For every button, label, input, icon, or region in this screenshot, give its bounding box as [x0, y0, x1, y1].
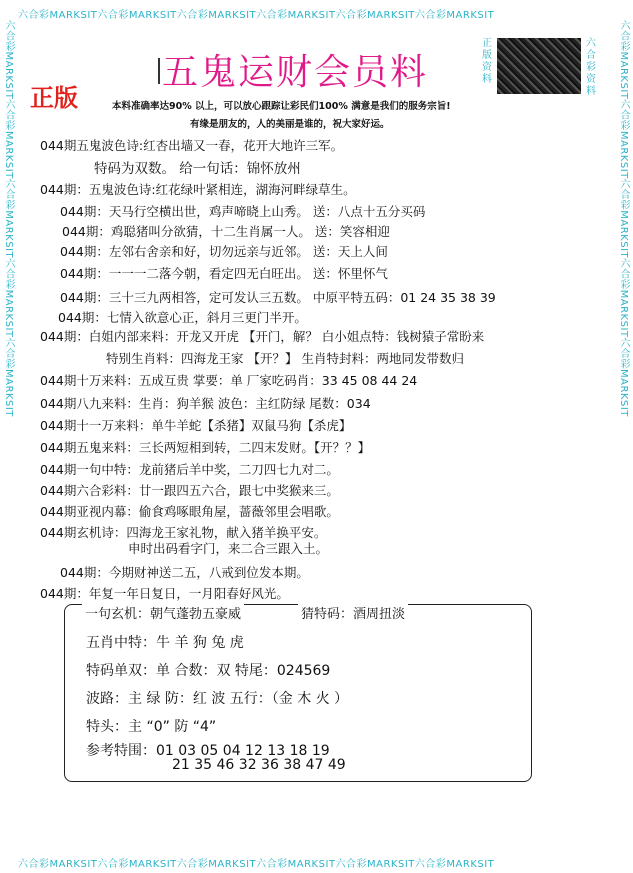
list-item: 044期：左邻右舍亲和好，切勿远亲与近邻。 送：天上人间 — [60, 244, 388, 259]
list-item: 044期：三十三九两相答，定可发认三五数。 中原平特五码：01 24 35 38 39 — [60, 290, 496, 305]
border-watermark-left: 六合彩MARKSIT六合彩MARKSIT六合彩MARKSIT六合彩MARKSIT六合彩MARKSIT — [3, 20, 14, 417]
subtitle-greeting: 有缘是朋友的，人的美丽是谁的，祝大家好运。 — [190, 119, 390, 130]
list-item: 044期：今期财神送二五，八戒到位发本期。 — [60, 565, 309, 580]
list-item: 044期六合彩料：廿一跟四五六合，跟七中奖猴来三。 — [40, 483, 339, 498]
list-item: 044期：年复一年日复日，一月阳春好风光。 — [40, 586, 289, 601]
list-item: 044期亚视内幕：偷食鸡啄眼角屋，蔷薇邻里会唱歌。 — [40, 504, 339, 519]
list-item: 044期十万来料：五成互贵 掌要：单 厂家吃码肖：33 45 08 44 24 — [40, 373, 418, 388]
list-item: 044期：五鬼波色诗:红花绿叶紧相连，湖海河畔绿草生。 — [40, 182, 356, 197]
list-item: 044期：七情入欲意心正，斜月三更门半开。 — [58, 310, 307, 325]
box-guess-code: 猜特码：酒周扭淡 — [298, 603, 408, 622]
list-item: 044期：鸡聪猪叫分欲猜，十二生肖属一人。 送：笑容相迎 — [62, 224, 390, 239]
list-item: 044期五鬼来料：三长两短相到转，二四末发财。【开？？】 — [40, 440, 371, 455]
box-wave-elements: 波路：主 绿 防：红 波 五行：（金 木 火 ） — [86, 691, 349, 707]
list-item: 044期玄机诗：四海龙王家礼物，献入猪羊换平安。 — [40, 525, 327, 540]
list-item: 044期八九来料：生肖：狗羊猴 波色：主红防绿 尾数：034 — [40, 396, 371, 411]
list-item: 044期五鬼波色诗:红杏出墙又一春，花开大地许三军。 — [40, 138, 344, 153]
list-item: 044期：天马行空横出世，鸡声啼晓上山秀。 送：八点十五分买码 — [60, 204, 426, 219]
subtitle-accuracy: 本料准确率达90% 以上，可以放心跟踪让彩民们100% 满意是我们的服务宗旨! — [112, 101, 451, 112]
box-five-zodiac: 五肖中特：牛 羊 狗 兔 虎 — [86, 635, 244, 651]
title-bar — [158, 58, 160, 84]
box-range-row1: 参考特围：01 03 05 04 12 13 18 19 — [86, 743, 330, 759]
side-mark-right: 六合彩资料 — [586, 38, 596, 97]
box-head: 特头：主 “0” 防 “4” — [86, 719, 217, 735]
list-item: 044期一句中特：龙前猪后羊中奖，二刀四七九对二。 — [40, 462, 339, 477]
page-title: 五鬼运财会员料 — [162, 52, 429, 93]
list-item: 特别生肖料：四海龙王家 【开？】 生肖特封料：两地同发带数归 — [106, 351, 464, 366]
box-range-row2: 21 35 46 32 36 38 47 49 — [172, 757, 346, 773]
side-mark-left: 正版资料 — [482, 38, 492, 85]
qr-code — [497, 38, 581, 94]
list-item: 044期十一万来料：单牛羊蛇【杀猪】双鼠马狗【杀虎】 — [40, 418, 352, 433]
border-watermark-top: 六合彩MARKSIT六合彩MARKSIT六合彩MARKSIT六合彩MARKSIT六合彩MARKSIT六合彩MARKSIT — [18, 10, 495, 20]
list-item: 044期：白姐内部来料：开龙又开虎 【开门，解？ 白小姐点特：钱树猿子常盼来 — [40, 329, 485, 344]
border-watermark-right: 六合彩MARKSIT六合彩MARKSIT六合彩MARKSIT六合彩MARKSIT六合彩MARKSIT — [618, 20, 629, 417]
list-item: 044期：一一一二落今朝，看定四无白旺出。 送：怀里怀气 — [60, 266, 388, 281]
border-watermark-bottom: 六合彩MARKSIT六合彩MARKSIT六合彩MARKSIT六合彩MARKSIT六合彩MARKSIT六合彩MARKSIT — [18, 859, 495, 869]
genuine-label: 正版 — [30, 84, 78, 112]
list-item: 申时出码看字门，来二合三跟入土。 — [128, 541, 329, 556]
box-mystery-line: 一句玄机：朝气蓬勃五豪威 — [82, 603, 244, 622]
list-item: 特码为双数。 给一句话：锦怀放州 — [94, 161, 301, 177]
box-odd-even: 特码单双：单 合数：双 特尾：024569 — [86, 663, 331, 679]
